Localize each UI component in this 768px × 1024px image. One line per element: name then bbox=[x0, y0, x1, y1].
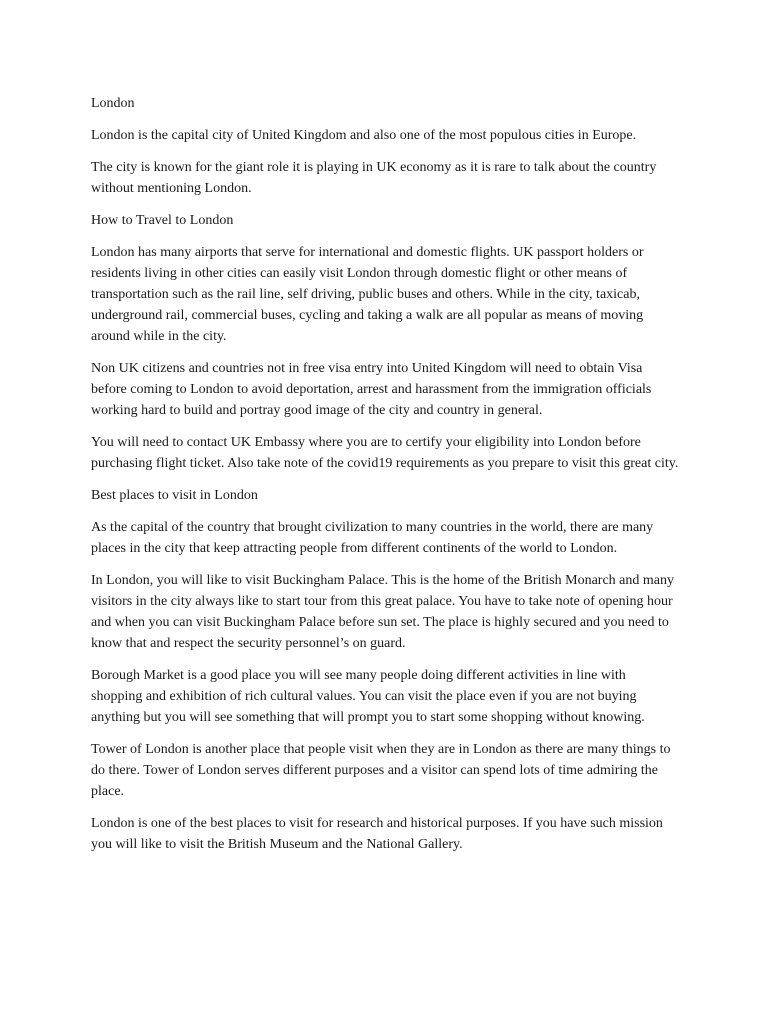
places-paragraph-5: London is one of the best places to visit for research and historical purposes. If you have such mission you will like to visit the British Museum and the National Gallery. bbox=[91, 816, 663, 852]
travel-paragraph-1: London has many airports that serve for international and domestic flights. UK passport holders or residents living in other cities can easily visit London through domestic flight or other means of transportation such as the rail line, self driving, public buses and others. While in the city, taxicab, underground rail, commercial buses, cycling and taking a walk are all popular as means of moving around while in the city. bbox=[91, 245, 644, 344]
travel-paragraph-2: Non UK citizens and countries not in free visa entry into United Kingdom will need to obtain Visa before coming to London to avoid deportation, arrest and harassment from the immigration officials working hard to build and portray good image of the city and country in general. bbox=[91, 361, 652, 418]
places-paragraph-3: Borough Market is a good place you will see many people doing different activities in line with shopping and exhibition of rich cultural values. You can visit the place even if you are not buying anything but you will see something that will prompt you to start some shopping without knowing. bbox=[91, 668, 645, 725]
section-heading-travel: How to Travel to London bbox=[91, 213, 234, 228]
document-title: London bbox=[91, 96, 135, 111]
places-paragraph-4: Tower of London is another place that people visit when they are in London as there are many things to do there. Tower of London serves different purposes and a visitor can spend lots of time admiring the place. bbox=[91, 742, 671, 799]
document-body bbox=[91, 93, 679, 866]
places-paragraph-1: As the capital of the country that brought civilization to many countries in the world, there are many places in the city that keep attracting people from different continents of the world to London. bbox=[91, 520, 654, 556]
places-paragraph-2: In London, you will like to visit Buckingham Palace. This is the home of the British Monarch and many visitors in the city always like to start tour from this great palace. You have to take note of opening hour and when you can visit Buckingham Palace before sun set. The place is highly secured and you need to know that and respect the security personnel’s on guard. bbox=[91, 573, 674, 651]
travel-paragraph-3: You will need to contact UK Embassy where you are to certify your eligibility into London before purchasing flight ticket. Also take note of the covid19 requirements as you prepare to visit this great city. bbox=[91, 435, 679, 471]
intro-paragraph-1: London is the capital city of United Kingdom and also one of the most populous cities in Europe. bbox=[91, 128, 637, 143]
intro-paragraph-2: The city is known for the giant role it is playing in UK economy as it is rare to talk about the country without mentioning London. bbox=[91, 160, 657, 196]
section-heading-places: Best places to visit in London bbox=[91, 488, 258, 503]
